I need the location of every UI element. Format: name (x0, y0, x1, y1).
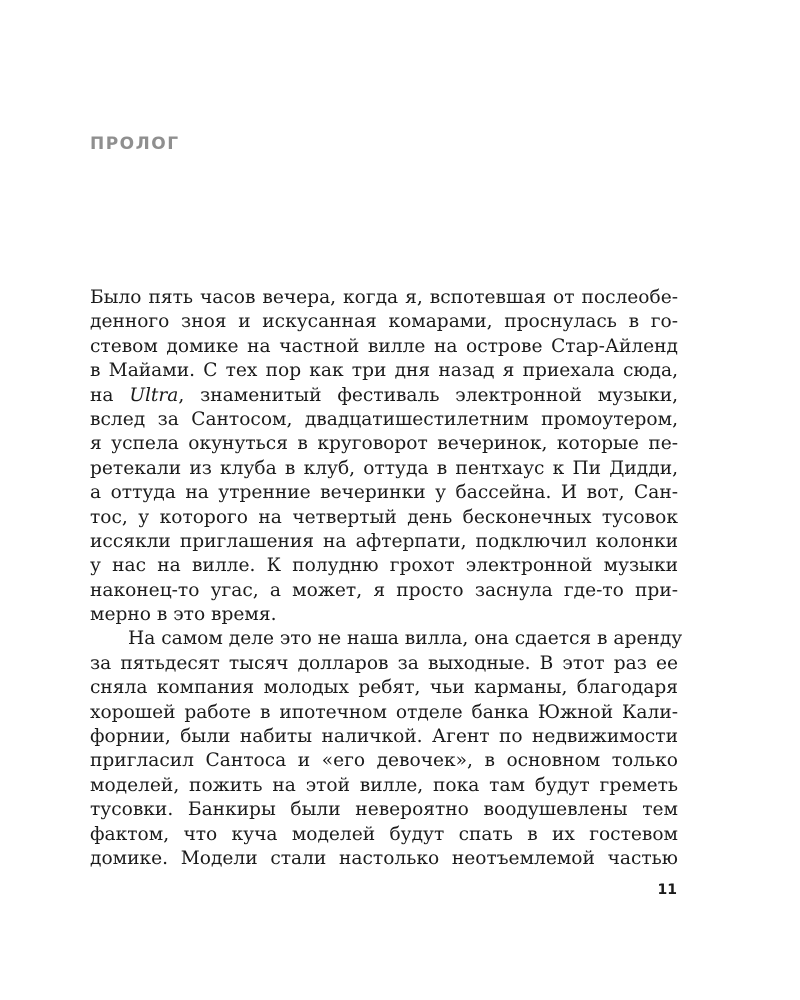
text-line: пригласил Сантоса и «его девочек», в основном только (90, 750, 678, 772)
text-line: я успела окунуться в круговорот вечеринок, которые пе- (90, 433, 678, 455)
text-line: моделей, пожить на этой вилле, пока там будут греметь (90, 774, 678, 796)
paragraph-1 (90, 286, 678, 627)
paragraph-2 (90, 627, 683, 871)
chapter-title: ПРОЛОГ (90, 134, 180, 154)
text-line: мерно в это время. (90, 604, 277, 626)
text-line: ретекали из клуба в клуб, оттуда в пентхаус к Пи Дидди, (90, 457, 678, 479)
text-line: фактом, что куча моделей будут спать в их гостевом (90, 823, 678, 845)
text-line: тусовки. Банкиры были невероятно воодушевлены тем (90, 799, 678, 821)
page-number: 11 (657, 882, 677, 898)
text-line: Было пять часов вечера, когда я, вспотевшая от послеобе- (90, 287, 678, 308)
text-line: в Майами. С тех пор как три дня назад я приехала сюда, (90, 360, 678, 382)
text-line: На самом деле это не наша вилла, она сдается в аренду (128, 628, 683, 650)
text-line: на Ultra, знаменитый фестиваль электронной музыки, (90, 384, 678, 406)
text-line: вслед за Сантосом, двадцатишестилетним промоутером, (90, 408, 678, 430)
text-line: тос, у которого на четвертый день бесконечных тусовок (90, 506, 678, 528)
body-text (90, 286, 683, 871)
text-line: денного зноя и искусанная комарами, проснулась в го- (90, 311, 678, 333)
text-line: домике. Модели стали настолько неотъемлемой частью (90, 847, 678, 869)
text-line: сняла компания молодых ребят, чьи карманы, благодаря (90, 677, 678, 699)
festival-name: Ultra (129, 384, 179, 406)
text-line: иссякли приглашения на афтерпати, подключил колонки (90, 530, 678, 552)
text-line: стевом домике на частной вилле на острове Стар-Айленд (90, 335, 678, 357)
text-line: за пятьдесят тысяч долларов за выходные. В этот раз ее (90, 652, 678, 674)
text-line: форнии, были набиты наличкой. Агент по недвижимости (90, 726, 678, 748)
text-line: а оттуда на утренние вечеринки у бассейна. И вот, Сан- (90, 482, 678, 504)
text-line: хорошей работе в ипотечном отделе банка Южной Кали- (90, 701, 678, 723)
text-line: у нас на вилле. К полудню грохот электронной музыки (90, 555, 678, 577)
text-line: наконец-то угас, а может, я просто заснула где-то при- (90, 579, 678, 601)
